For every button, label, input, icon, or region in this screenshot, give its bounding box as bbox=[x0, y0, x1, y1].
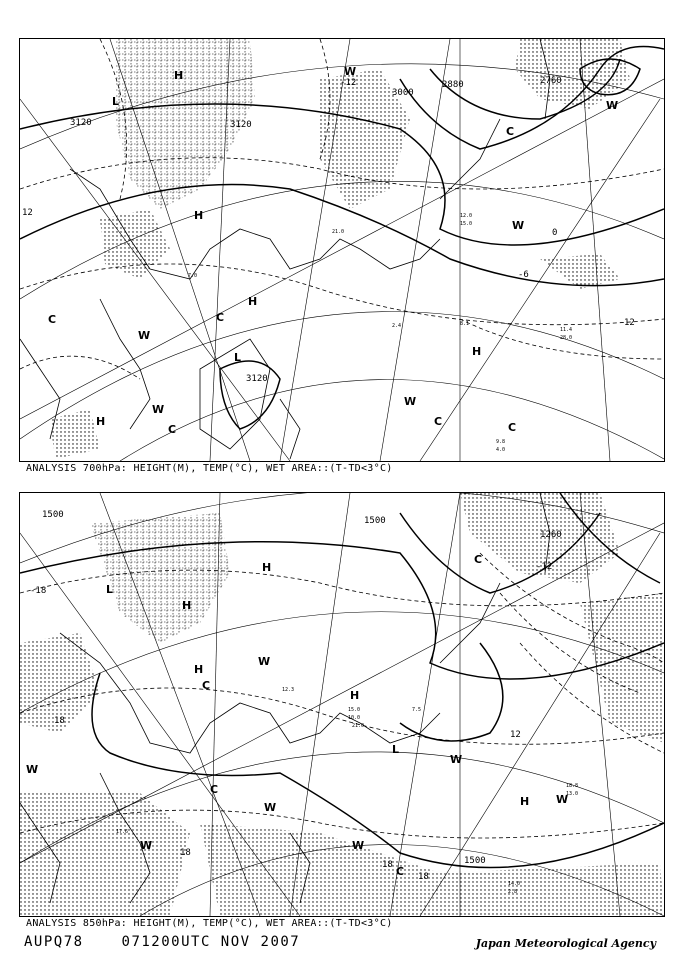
station-value: 17.6 bbox=[116, 829, 129, 835]
contour-label: 3120 bbox=[70, 118, 92, 128]
center-marker: H bbox=[182, 599, 192, 612]
center-marker: H bbox=[520, 795, 530, 808]
center-marker: C bbox=[434, 415, 443, 428]
station-value: 18.8 bbox=[566, 783, 579, 789]
center-marker: H bbox=[174, 69, 184, 82]
center-marker: L bbox=[392, 743, 400, 756]
contour-label: -12 bbox=[536, 562, 553, 572]
contour-label: 1500 bbox=[364, 516, 386, 526]
caption-850hpa: ANALYSIS 850hPa: HEIGHT(M), TEMP(°C), WET AREA::(T-TD<3°C) bbox=[26, 918, 393, 929]
station-value: 13.0 bbox=[566, 791, 579, 797]
contour-label: 3120 bbox=[230, 120, 252, 130]
center-marker: H bbox=[194, 663, 204, 676]
center-marker: W bbox=[404, 395, 417, 408]
caption-700hpa: ANALYSIS 700hPa: HEIGHT(M), TEMP(°C), WET AREA::(T-TD<3°C) bbox=[26, 463, 393, 474]
map-panel-700hpa bbox=[19, 38, 665, 462]
station-plots bbox=[188, 213, 572, 453]
contour-label: 3120 bbox=[246, 374, 268, 384]
center-marker: H bbox=[262, 561, 272, 574]
coastlines bbox=[20, 39, 550, 459]
contour-label: 18 bbox=[382, 860, 393, 870]
center-marker: W bbox=[152, 403, 165, 416]
contour-label: 12 bbox=[22, 208, 33, 218]
contour-label: -6 bbox=[518, 270, 529, 280]
contour-label: 18 bbox=[180, 848, 191, 858]
contour-label: 1500 bbox=[464, 856, 486, 866]
center-marker: W bbox=[344, 65, 357, 78]
contour-label: 12 bbox=[624, 318, 635, 328]
center-marker: L bbox=[106, 583, 114, 596]
contour-label: 0 bbox=[552, 228, 558, 238]
center-marker: W bbox=[556, 793, 569, 806]
center-marker: H bbox=[194, 209, 204, 222]
contour-label: 2760 bbox=[540, 76, 562, 86]
center-marker: L bbox=[112, 95, 120, 108]
map-700hpa-svg bbox=[20, 39, 664, 461]
station-value: 2.8 bbox=[508, 889, 518, 895]
center-marker: H bbox=[472, 345, 482, 358]
map-panel-850hpa bbox=[19, 492, 665, 917]
station-value: 15.0 bbox=[348, 707, 361, 713]
center-marker: C bbox=[506, 125, 515, 138]
contour-label: 12 bbox=[510, 730, 521, 740]
agency-name: Japan Meteorological Agency bbox=[475, 937, 656, 950]
center-marker: W bbox=[264, 801, 277, 814]
center-marker: W bbox=[140, 839, 153, 852]
contour-label: 18 bbox=[418, 872, 429, 882]
map-850hpa-svg bbox=[20, 493, 664, 916]
center-marker: C bbox=[202, 679, 211, 692]
station-value: 7.0 bbox=[188, 273, 198, 279]
contour-label: -12 bbox=[340, 78, 357, 88]
station-value: 10.0 bbox=[348, 715, 361, 721]
contour-label: 3000 bbox=[392, 88, 414, 98]
contour-label: 2880 bbox=[442, 80, 464, 90]
contour-label: -18 bbox=[30, 586, 47, 596]
center-marker: C bbox=[216, 311, 225, 324]
station-value: 15.0 bbox=[460, 221, 473, 227]
chart-code: AUPQ78 bbox=[24, 934, 84, 950]
center-marker: W bbox=[26, 763, 39, 776]
station-value: 7.5 bbox=[412, 707, 422, 713]
center-marker: H bbox=[96, 415, 106, 428]
center-marker: C bbox=[474, 553, 483, 566]
station-value: 21.0 bbox=[352, 723, 365, 729]
chart-datetime: 071200UTC NOV 2007 bbox=[121, 934, 301, 950]
center-marker: L bbox=[234, 351, 242, 364]
center-marker: W bbox=[258, 655, 271, 668]
station-value: 14.0 bbox=[508, 881, 521, 887]
center-marker: W bbox=[450, 753, 463, 766]
center-marker: W bbox=[138, 329, 151, 342]
center-marker: W bbox=[352, 839, 365, 852]
center-marker: C bbox=[48, 313, 57, 326]
station-value: 2.4 bbox=[392, 323, 402, 329]
station-value: 28.0 bbox=[560, 335, 573, 341]
station-value: 11.4 bbox=[560, 327, 573, 333]
center-marker: H bbox=[248, 295, 258, 308]
chart-identifier bbox=[24, 934, 300, 950]
station-value: 12.0 bbox=[460, 213, 473, 219]
center-marker: C bbox=[210, 783, 219, 796]
station-value: 4.0 bbox=[496, 447, 506, 453]
center-marker: C bbox=[508, 421, 517, 434]
center-marker: W bbox=[606, 99, 619, 112]
station-value: 21.0 bbox=[332, 229, 345, 235]
center-marker: C bbox=[168, 423, 177, 436]
center-marker: W bbox=[512, 219, 525, 232]
contour-label: 1260 bbox=[540, 530, 562, 540]
station-value: 8.1 bbox=[460, 321, 470, 327]
center-marker: H bbox=[350, 689, 360, 702]
contour-label: 18 bbox=[54, 716, 65, 726]
station-value: 12.3 bbox=[282, 687, 295, 693]
station-value: 9.8 bbox=[496, 439, 506, 445]
wet-areas bbox=[20, 493, 664, 916]
center-marker: C bbox=[396, 865, 405, 878]
contour-label: 1500 bbox=[42, 510, 64, 520]
